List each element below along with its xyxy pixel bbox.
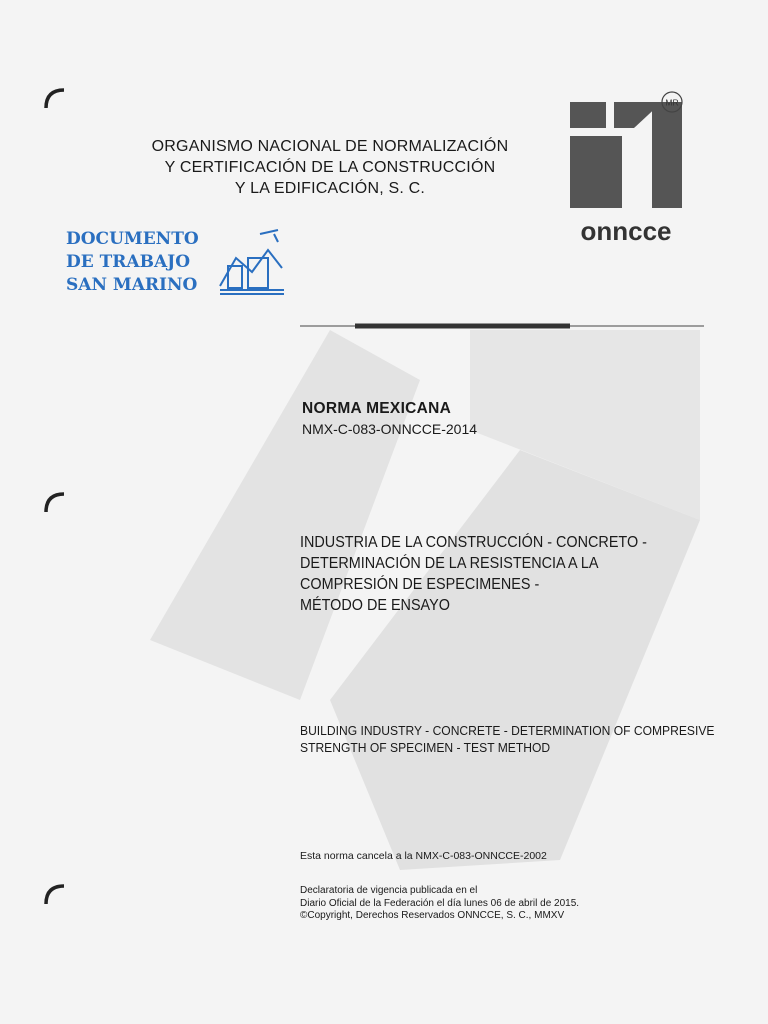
norma-title: NORMA MEXICANA [302, 400, 452, 417]
organization-line: ORGANISMO NACIONAL DE NORMALIZACIÓN [151, 138, 509, 155]
binder-hole-mark [42, 86, 68, 112]
declaration-line: Declaratoria de vigencia publicada en el [300, 885, 478, 896]
english-title-line: STRENGTH OF SPECIMEN - TEST METHOD [300, 740, 551, 755]
onncce-logo [562, 90, 692, 250]
declaration [300, 885, 579, 923]
binder-hole-mark [42, 882, 68, 908]
spanish-title-line: MÉTODO DE ENSAYO [300, 597, 450, 614]
spanish-title-line: DETERMINACIÓN DE LA RESISTENCIA A LA [300, 555, 599, 572]
stamp-line: DOCUMENTO [66, 229, 199, 249]
declaration-line: Diario Oficial de la Federación el día lunes 06 de abril de 2015. [300, 897, 580, 909]
binder-hole-mark [42, 490, 68, 516]
registered-mark: MR [665, 97, 679, 108]
spanish-title-line: COMPRESIÓN DE ESPECIMENES - [300, 576, 540, 593]
organization-name [110, 136, 550, 199]
building-icon [216, 228, 288, 298]
spanish-title-line: INDUSTRIA DE LA CONSTRUCCIÓN - CONCRETO - [300, 534, 647, 551]
organization-line: Y CERTIFICACIÓN DE LA CONSTRUCCIÓN [164, 159, 496, 176]
cancel-note: Esta norma cancela a la NMX-C-083-ONNCCE-2002 [300, 850, 547, 862]
logo-wordmark: onncce [580, 216, 672, 246]
divider-rule [300, 322, 704, 330]
working-document-stamp [66, 228, 286, 300]
stamp-line: DE TRABAJO [66, 252, 190, 272]
stamp-line: SAN MARINO [66, 275, 198, 295]
spanish-title [300, 532, 647, 616]
organization-line: Y LA EDIFICACIÓN, S. C. [234, 180, 426, 197]
declaration-line: ©Copyright, Derechos Reservados ONNCCE, S. C., MMXV [300, 910, 565, 921]
stamp-text [66, 228, 199, 297]
english-title-line: BUILDING INDUSTRY - CONCRETE - DETERMINATION OF COMPRESIVE [300, 723, 715, 738]
norma-code: NMX-C-083-ONNCCE-2014 [302, 421, 478, 437]
english-title [300, 722, 714, 756]
